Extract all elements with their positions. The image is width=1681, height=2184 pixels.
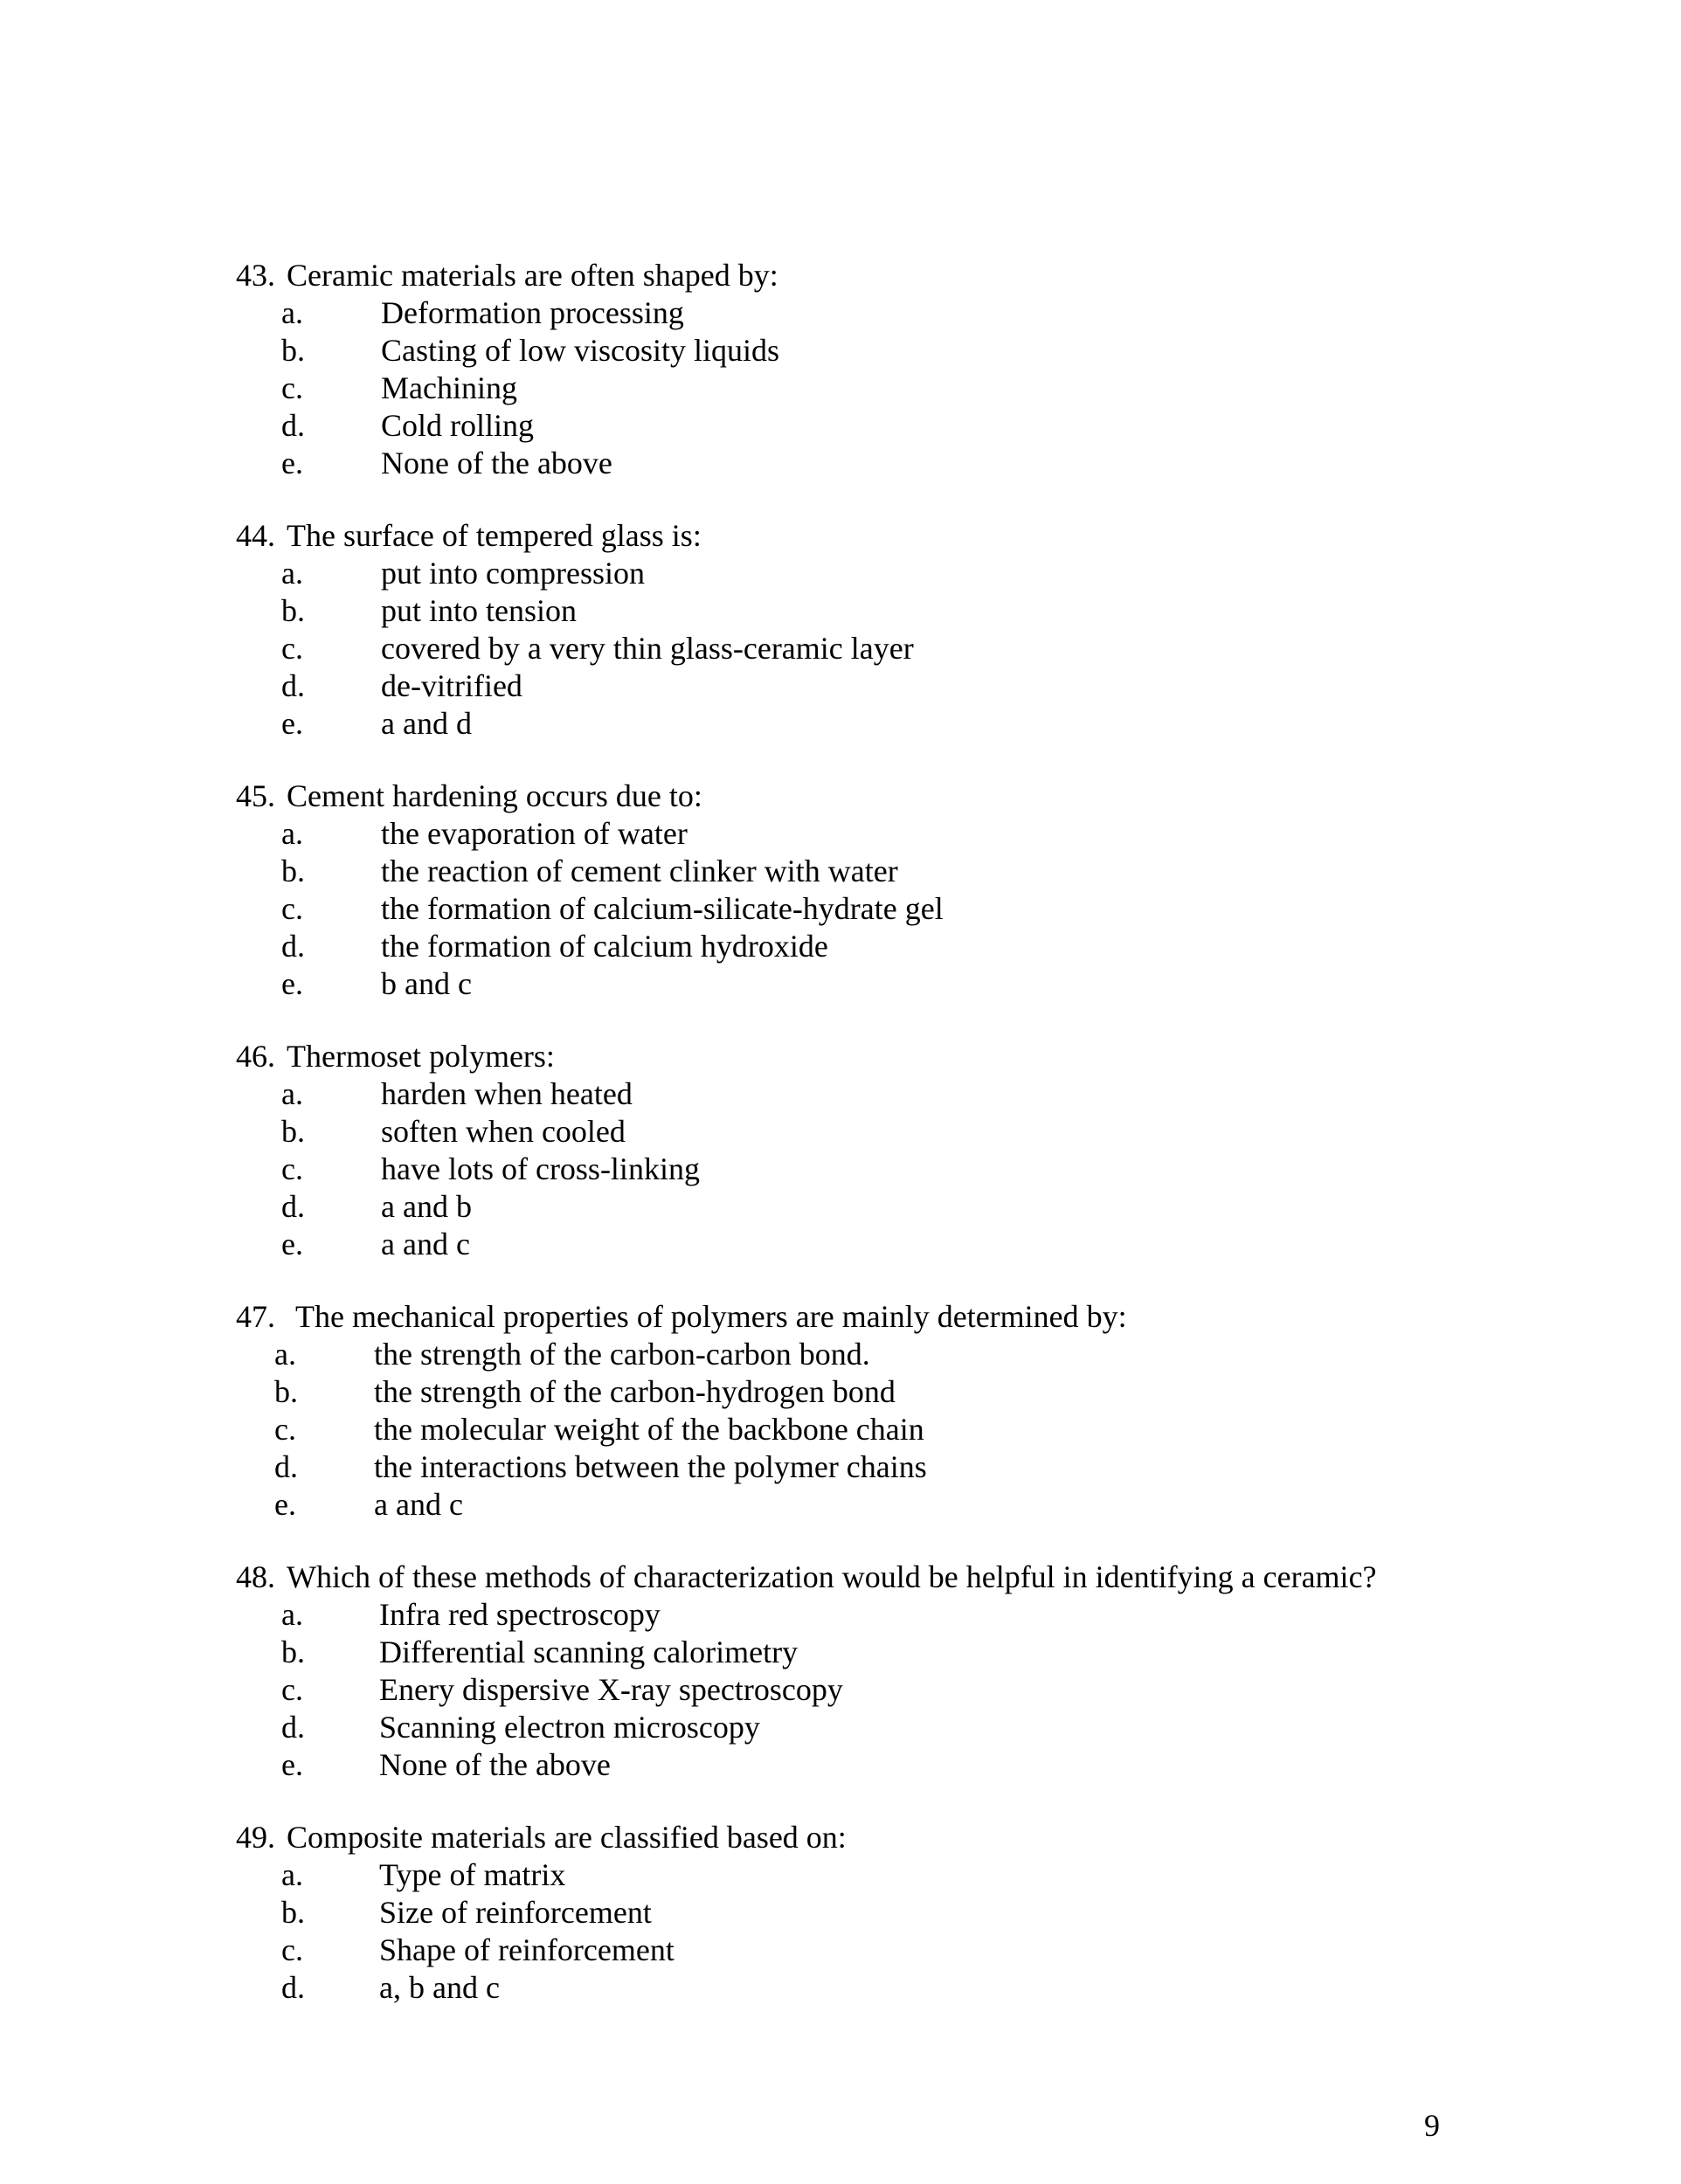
- option-letter: c.: [281, 631, 303, 666]
- option-b: [236, 1373, 1634, 1411]
- option-text: Infra red spectroscopy: [379, 1597, 661, 1632]
- option-text: Shape of reinforcement: [379, 1932, 674, 1967]
- question-text: The mechanical properties of polymers are mainly determined by:: [295, 1299, 1127, 1334]
- option-b: [236, 592, 1634, 630]
- option-letter: b.: [274, 1374, 298, 1409]
- option-text: de-vitrified: [381, 668, 522, 703]
- option-letter: c.: [281, 1672, 303, 1707]
- option-letter: b.: [281, 1635, 305, 1669]
- option-text: the strength of the carbon-carbon bond.: [374, 1337, 870, 1372]
- option-letter: e.: [274, 1487, 296, 1522]
- option-text: the interactions between the polymer chains: [374, 1449, 927, 1484]
- question-number: 48.: [236, 1559, 275, 1594]
- question-stem: [236, 517, 1634, 555]
- option-letter: e.: [281, 966, 303, 1001]
- question-number: 45.: [236, 778, 275, 813]
- option-letter: d.: [274, 1449, 298, 1484]
- option-text: Enery dispersive X-ray spectroscopy: [379, 1672, 843, 1707]
- option-list: [236, 815, 1634, 1003]
- question-43: [236, 257, 1634, 482]
- option-a: [236, 294, 1634, 332]
- question-47: [236, 1298, 1634, 1524]
- question-number: 47.: [236, 1299, 275, 1334]
- option-e: [236, 965, 1634, 1003]
- option-text: a and d: [381, 706, 472, 741]
- option-letter: c.: [281, 891, 303, 926]
- option-letter: d.: [281, 668, 305, 703]
- option-text: put into compression: [381, 556, 645, 591]
- option-text: Casting of low viscosity liquids: [381, 333, 780, 368]
- option-e: [236, 1486, 1634, 1524]
- option-letter: e.: [281, 1747, 303, 1782]
- option-text: a and c: [374, 1487, 463, 1522]
- option-text: None of the above: [379, 1747, 611, 1782]
- option-list: [236, 1075, 1634, 1263]
- question-number: 49.: [236, 1820, 275, 1855]
- option-letter: c.: [281, 1151, 303, 1186]
- option-text: soften when cooled: [381, 1114, 626, 1149]
- option-text: covered by a very thin glass-ceramic layer: [381, 631, 914, 666]
- option-letter: d.: [281, 929, 305, 964]
- option-letter: a.: [281, 295, 303, 330]
- option-a: [236, 1856, 1634, 1894]
- option-letter: b.: [281, 1114, 305, 1149]
- option-d: [236, 1448, 1634, 1486]
- option-letter: c.: [281, 1932, 303, 1967]
- option-d: [236, 1969, 1634, 2007]
- option-letter: c.: [281, 370, 303, 405]
- option-c: [236, 890, 1634, 928]
- question-text: The surface of tempered glass is:: [287, 518, 702, 553]
- option-c: [236, 1151, 1634, 1188]
- option-letter: a.: [281, 556, 303, 591]
- option-text: a and c: [381, 1227, 470, 1261]
- option-a: [236, 815, 1634, 853]
- option-text: the evaporation of water: [381, 816, 688, 851]
- question-stem: [236, 1298, 1634, 1336]
- option-list: [236, 1856, 1634, 2007]
- option-text: Differential scanning calorimetry: [379, 1635, 799, 1669]
- question-49: [236, 1819, 1634, 2007]
- question-stem: [236, 257, 1634, 294]
- option-text: a, b and c: [379, 1970, 500, 2005]
- option-text: have lots of cross-linking: [381, 1151, 700, 1186]
- question-text: Ceramic materials are often shaped by:: [287, 258, 778, 293]
- question-48: [236, 1559, 1634, 1784]
- option-c: [236, 1671, 1634, 1709]
- option-a: [236, 1336, 1634, 1373]
- question-number: 43.: [236, 258, 275, 293]
- option-letter: c.: [274, 1412, 296, 1447]
- question-46: [236, 1038, 1634, 1263]
- option-text: the reaction of cement clinker with water: [381, 854, 898, 888]
- option-e: [236, 1746, 1634, 1784]
- option-a: [236, 555, 1634, 592]
- option-c: [236, 370, 1634, 407]
- option-letter: a.: [274, 1337, 296, 1372]
- question-stem: [236, 1038, 1634, 1075]
- option-text: None of the above: [381, 446, 612, 480]
- option-letter: e.: [281, 446, 303, 480]
- option-letter: b.: [281, 593, 305, 628]
- option-list: [236, 555, 1634, 743]
- option-e: [236, 705, 1634, 743]
- option-e: [236, 445, 1634, 482]
- option-text: the molecular weight of the backbone chain: [374, 1412, 924, 1447]
- question-number: 46.: [236, 1039, 275, 1074]
- option-list: [236, 1336, 1634, 1524]
- option-b: [236, 332, 1634, 370]
- option-text: put into tension: [381, 593, 577, 628]
- option-d: [236, 928, 1634, 965]
- option-text: Cold rolling: [381, 408, 535, 443]
- option-list: [236, 294, 1634, 482]
- page-number: 9: [1424, 2108, 1440, 2143]
- question-stem: [236, 778, 1634, 815]
- option-text: Deformation processing: [381, 295, 684, 330]
- option-letter: a.: [281, 1857, 303, 1892]
- question-text: Thermoset polymers:: [287, 1039, 555, 1074]
- option-letter: a.: [281, 1597, 303, 1632]
- option-letter: b.: [281, 1895, 305, 1930]
- option-list: [236, 1596, 1634, 1784]
- question-text: Cement hardening occurs due to:: [287, 778, 702, 813]
- option-letter: d.: [281, 1189, 305, 1224]
- option-a: [236, 1075, 1634, 1113]
- option-text: the formation of calcium-silicate-hydrate gel: [381, 891, 944, 926]
- question-text: Composite materials are classified based on:: [287, 1820, 847, 1855]
- option-c: [236, 1932, 1634, 1969]
- option-b: [236, 1113, 1634, 1151]
- option-b: [236, 1894, 1634, 1932]
- option-e: [236, 1226, 1634, 1263]
- option-letter: d.: [281, 408, 305, 443]
- option-letter: a.: [281, 1076, 303, 1111]
- option-c: [236, 630, 1634, 667]
- question-45: [236, 778, 1634, 1003]
- option-letter: b.: [281, 854, 305, 888]
- option-letter: a.: [281, 816, 303, 851]
- option-b: [236, 853, 1634, 890]
- option-text: a and b: [381, 1189, 472, 1224]
- question-stem: [236, 1559, 1634, 1596]
- question-number: 44.: [236, 518, 275, 553]
- option-text: Scanning electron microscopy: [379, 1710, 760, 1745]
- option-letter: b.: [281, 333, 305, 368]
- option-letter: d.: [281, 1970, 305, 2005]
- option-text: Type of matrix: [379, 1857, 566, 1892]
- option-text: b and c: [381, 966, 472, 1001]
- option-letter: d.: [281, 1710, 305, 1745]
- option-letter: e.: [281, 1227, 303, 1261]
- option-d: [236, 667, 1634, 705]
- option-text: Machining: [381, 370, 517, 405]
- question-44: [236, 517, 1634, 743]
- option-text: the strength of the carbon-hydrogen bond: [374, 1374, 896, 1409]
- option-text: harden when heated: [381, 1076, 633, 1111]
- option-d: [236, 1188, 1634, 1226]
- option-letter: e.: [281, 706, 303, 741]
- option-text: Size of reinforcement: [379, 1895, 652, 1930]
- option-text: the formation of calcium hydroxide: [381, 929, 828, 964]
- question-stem: [236, 1819, 1634, 1856]
- option-d: [236, 407, 1634, 445]
- question-text: Which of these methods of characterization would be helpful in identifying a ceramic?: [287, 1559, 1377, 1594]
- option-b: [236, 1634, 1634, 1671]
- option-a: [236, 1596, 1634, 1634]
- option-c: [236, 1411, 1634, 1448]
- option-d: [236, 1709, 1634, 1746]
